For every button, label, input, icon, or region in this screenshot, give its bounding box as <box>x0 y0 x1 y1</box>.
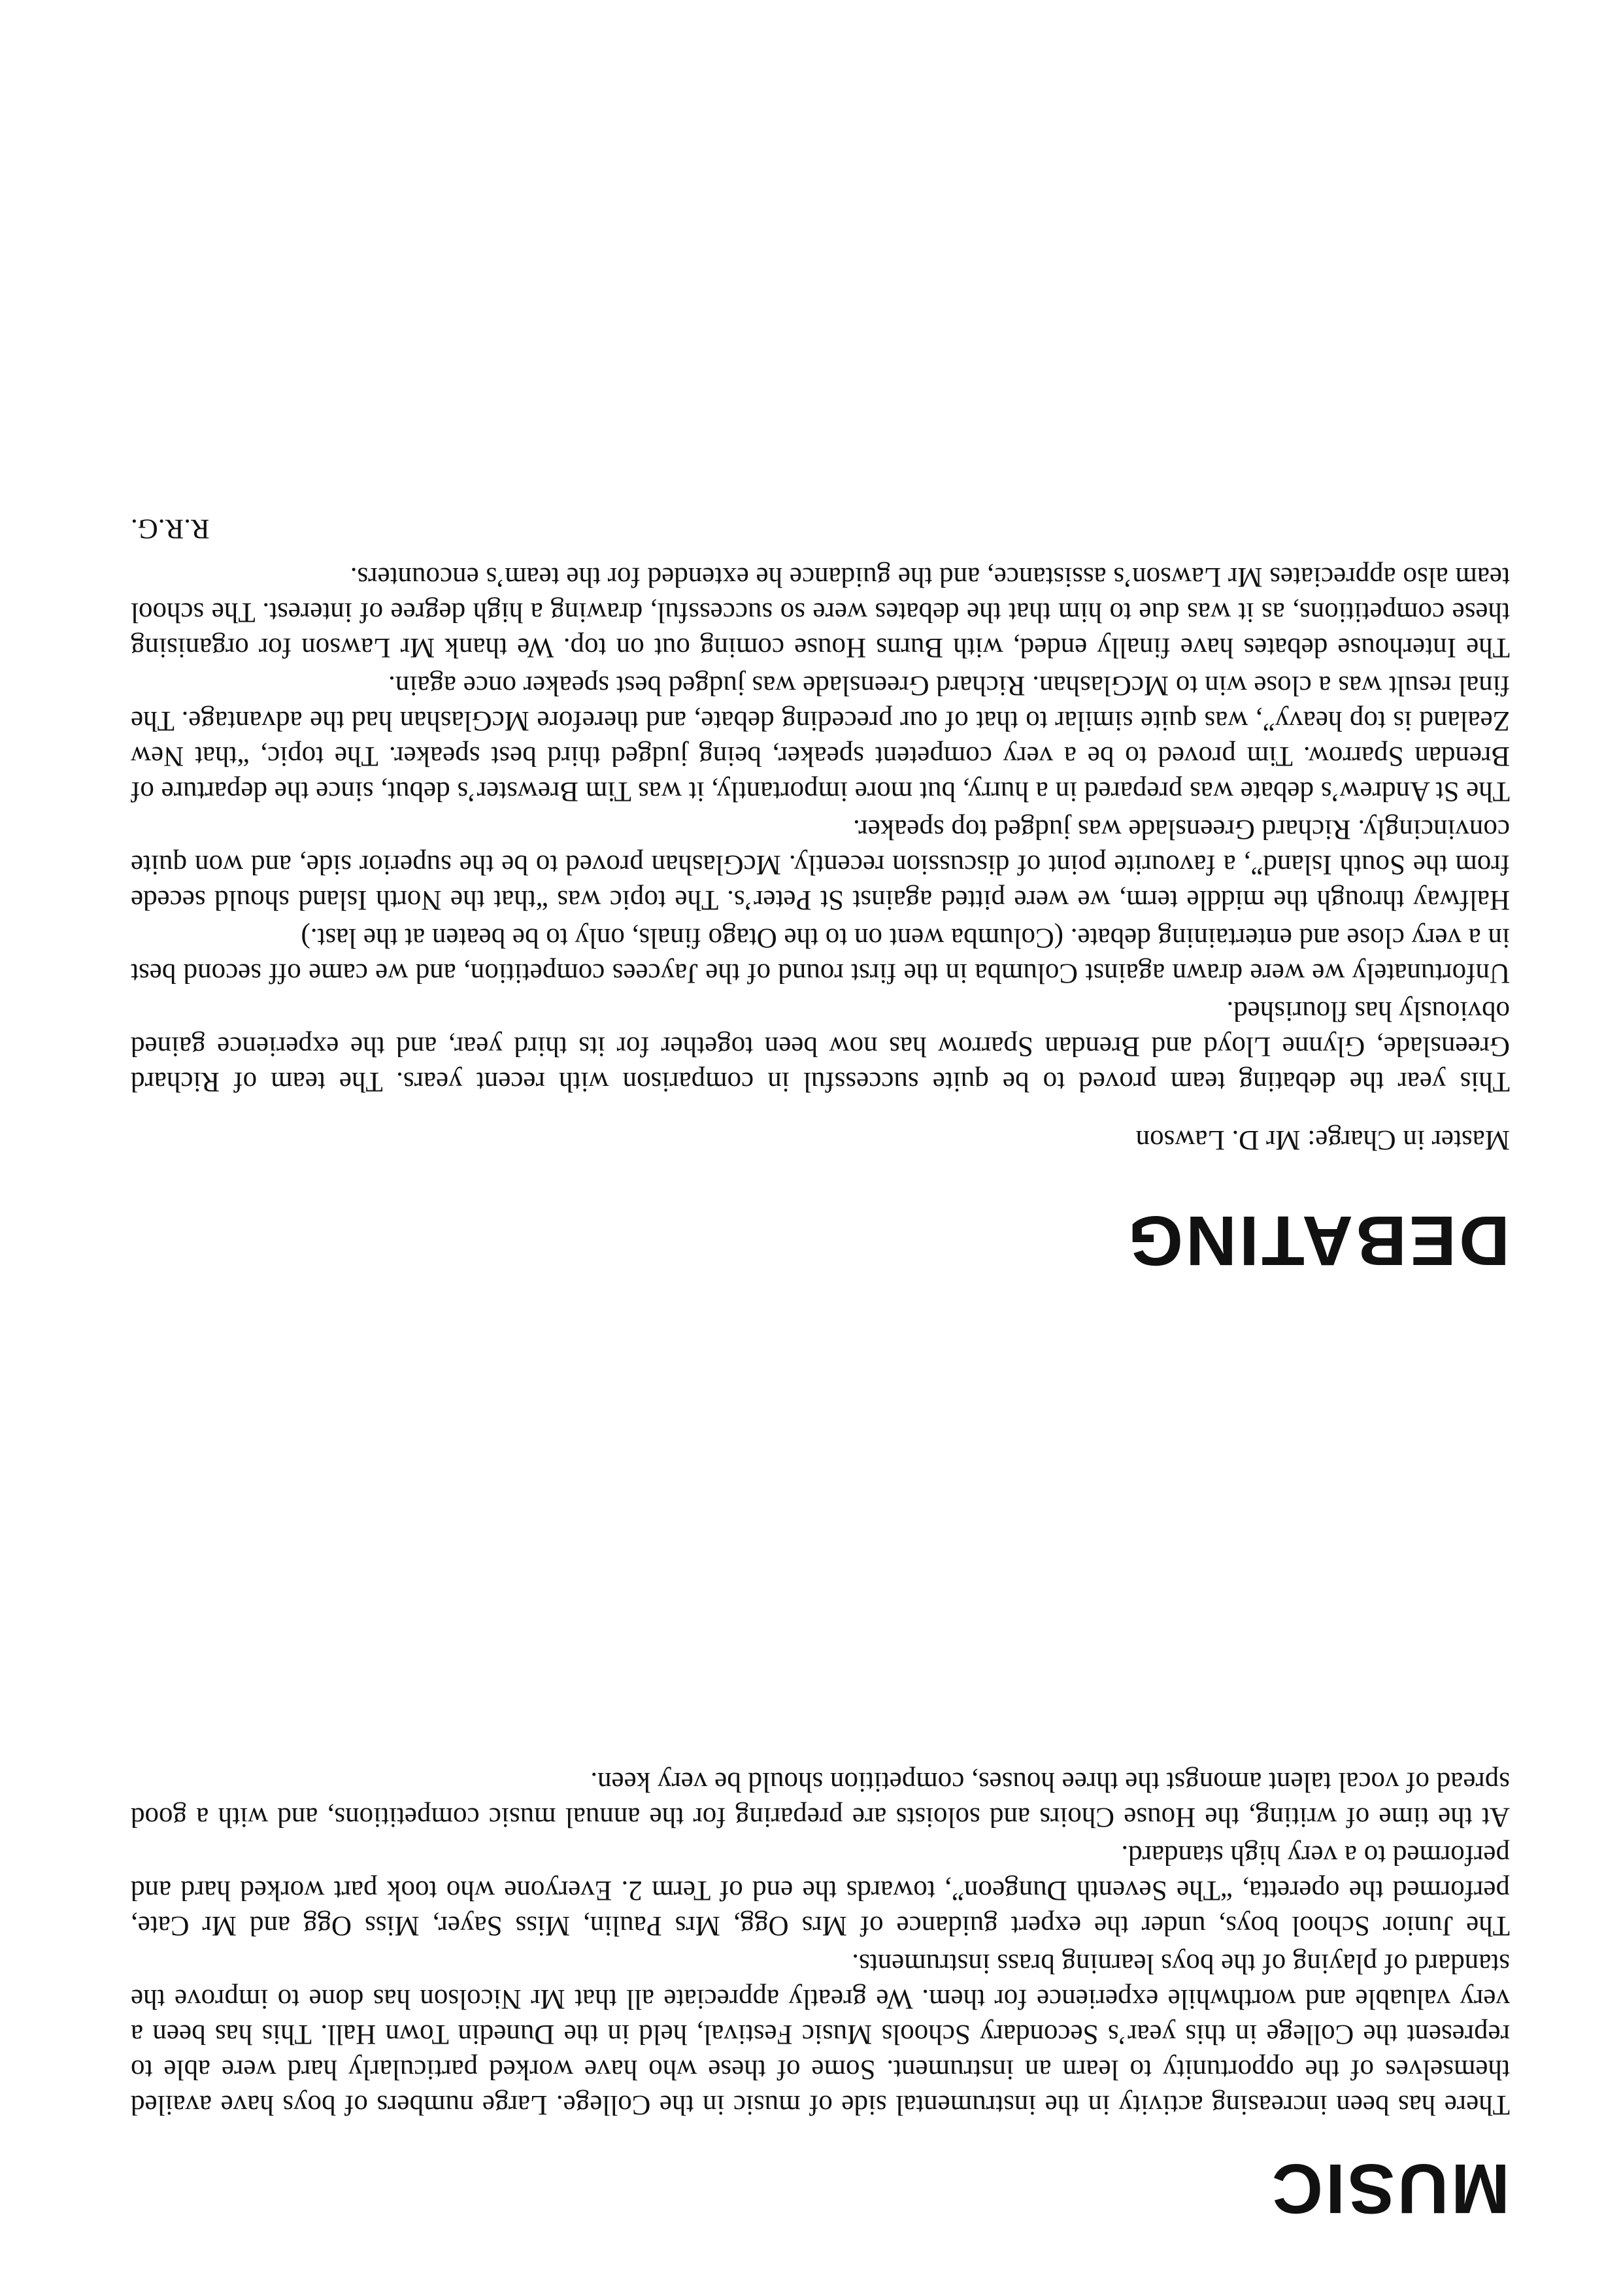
music-paragraph: There has been increasing activity in the instrumental side of music in the College. Large numbers of boys have availed themselves of the opportunity to learn an instrument. Some of these who have worked particularly hard were able to represent the College in this year’s Secondary Schools Music Festival, held in the Dunedin Town Hall. This has been a very valuable and worthwhile experience for them. We greatly appreciate all that Mr Nicolson has done to improve the standard of playing of the boys learning brass instruments. <box>131 1948 1510 2120</box>
debating-paragraph: The Interhouse debates have finally ended, with Burns House coming out on top. We thank Mr Lawson for organising these competitions, as it was due to him that the debates were so successful, drawing a high degree of interest. The school team also appreciates Mr Lawson’s assistance, and the guidance he extended for the team’s encounters. <box>131 562 1510 663</box>
music-paragraph: At the time of writing, the House Choirs and soloists are preparing for the annual music competitions, and with a good spread of vocal talent amongst the three houses, competition should be very keen. <box>131 1766 1510 1832</box>
debating-heading: DEBATING <box>1126 1202 1510 1281</box>
master-in-charge: Master in Charge: Mr D. Lawson <box>1135 1124 1510 1155</box>
music-paragraph: The Junior School boys, under the expert guidance of Mrs Ogg, Mrs Paulin, Miss Sayer, Miss Ogg and Mr Cate, performed the operetta, “The Seventh Dungeon”, towards the end of Term 2. Everyone who took part worked hard and performed to a very high standard. <box>131 1840 1510 1941</box>
debating-section <box>131 513 1510 1281</box>
debating-paragraph: Halfway through the middle term, we were pitted against St Peter’s. The topic was “that the North Island should secede from the South Island”, a favourite point of discussion recently. McGlashan proved to be the superior side, and won quite convincingly. Richard Greenslade was judged top speaker. <box>131 814 1510 915</box>
debating-paragraph: This year the debating team proved to be quite successful in comparison with recent years. The team of Richard Greenslade, Glynne Lloyd and Brendan Sparrow has now been together for its third year, and the experience gained obviously has flourished. <box>131 996 1510 1097</box>
author-signature: R.R.G. <box>131 513 210 544</box>
debating-paragraph: Unfortunately we were drawn against Columba in the first round of the Jaycees competition, and we came off second best in a very close and entertaining debate. (Columba went on to the Otago finals, only to be beaten at the last.) <box>131 922 1510 988</box>
music-heading: MUSIC <box>1269 2150 1510 2229</box>
music-section <box>131 1761 1510 2229</box>
debating-paragraph: The St Andrew’s debate was prepared in a hurry, but more importantly, it was Tim Brewster’s debut, since the departure of Brendan Sparrow. Tim proved to be a very competent speaker, being judged third best speaker. The topic, “that New Zealand is top heavy”, was quite similar to that of our preceding debate, and therefore McGlashan had the advantage. The final result was a close win to McGlashan. Richard Greenslade was judged best speaker once again. <box>131 670 1510 807</box>
